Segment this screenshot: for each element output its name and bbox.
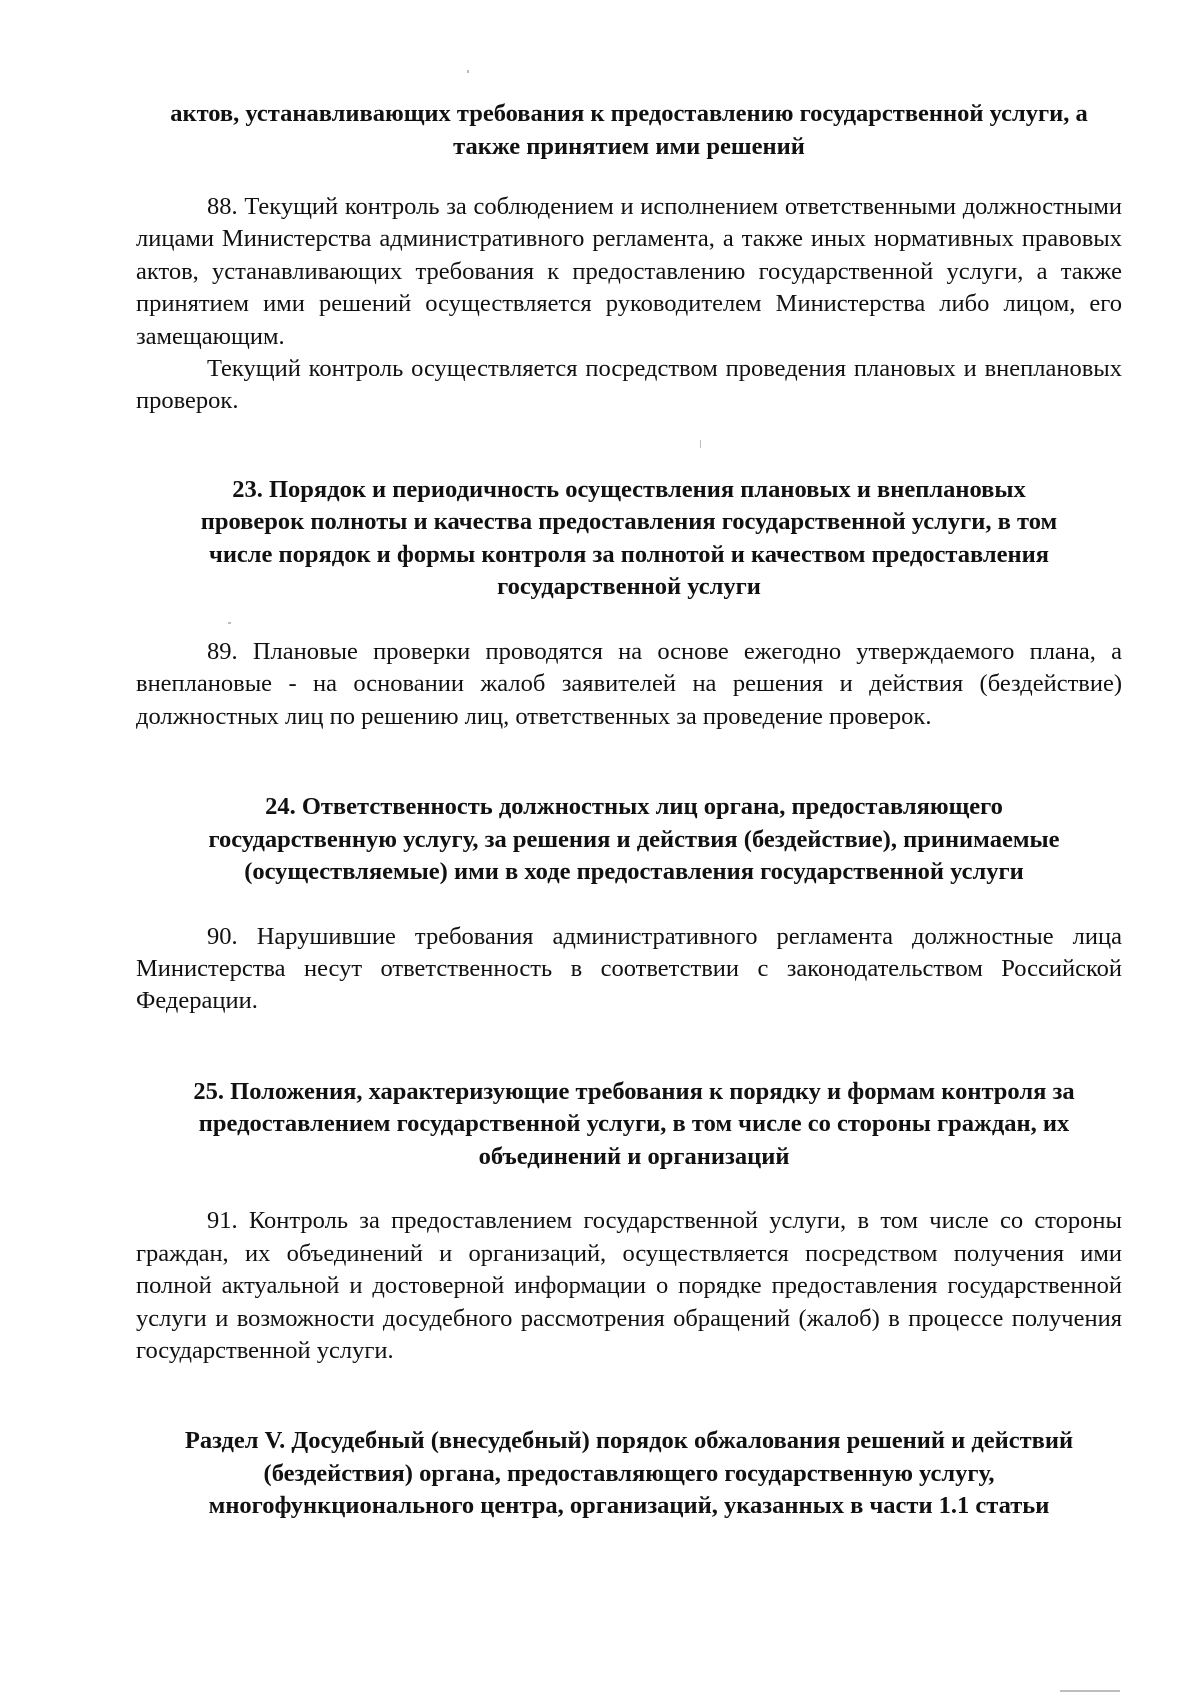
scan-speck (700, 440, 701, 448)
paragraph-88: 88. Текущий контроль за соблюдением и исполнением ответственными должностными лицами Министерства административного регламента, а также иных нормативных правовых актов, устанавливающих требования к предоставлению государственной услуги, а также принятием ими решений осуществляется руководителем Министерства либо лицом, его замещающим. (136, 193, 1122, 350)
paragraph-91: 91. Контроль за предоставлением государственной услуги, в том числе со стороны граждан, их объединений и организаций, осуществляется посредством получения ими полной актуальной и достоверной информации о порядке предоставления государственной услуги и возможности досудебного рассмотрения обращений (жалоб) в процессе получения государственной услуги. (136, 1207, 1122, 1364)
heading-part-5: Раздел V. Досудебный (внесудебный) порядок обжалования решений и действий (бездействия) органа, предоставляющего государственную услугу, многофункционального центра, организаций, указанных в части 1.1 статьи (184, 1427, 1074, 1520)
paragraph-89: 89. Плановые проверки проводятся на основе ежегодно утверждаемого плана, а внеплановые - на основании жалоб заявителей на решения и действия (бездействие) должностных лиц по решению лиц, ответственных за проведение проверок. (136, 637, 1122, 730)
heading-section-25: 25. Положения, характеризующие требования к порядку и формам контроля за предоставлением государственной услуги, в том числе со стороны граждан, их объединений и организаций (193, 1077, 1075, 1170)
scan-speck (228, 622, 231, 624)
paragraph-88-second: Текущий контроль осуществляется посредством проведения плановых и внеплановых проверок. (136, 355, 1122, 415)
heading-section-23: 23. Порядок и периодичность осуществления плановых и внеплановых проверок полноты и качества предоставления государственной услуги, в том числе порядок и формы контроля за полнотой и качеством предоставления государственной услуги (200, 475, 1058, 601)
heading-continued: актов, устанавливающих требования к предоставлению государственной услуги, а также принятием ими решений (170, 100, 1088, 160)
scan-speck (1060, 1690, 1120, 1692)
heading-section-24: 24. Ответственность должностных лиц органа, предоставляющего государственную услугу, за решения и действия (бездействие), принимаемые (осуществляемые) ими в ходе предоставления государственной услуги (208, 793, 1060, 886)
paragraph-90: 90. Нарушившие требования административного регламента должностные лица Министерства несут ответственность в соответствии с законодательством Российской Федерации. (136, 922, 1122, 1015)
scan-speck (467, 70, 469, 73)
